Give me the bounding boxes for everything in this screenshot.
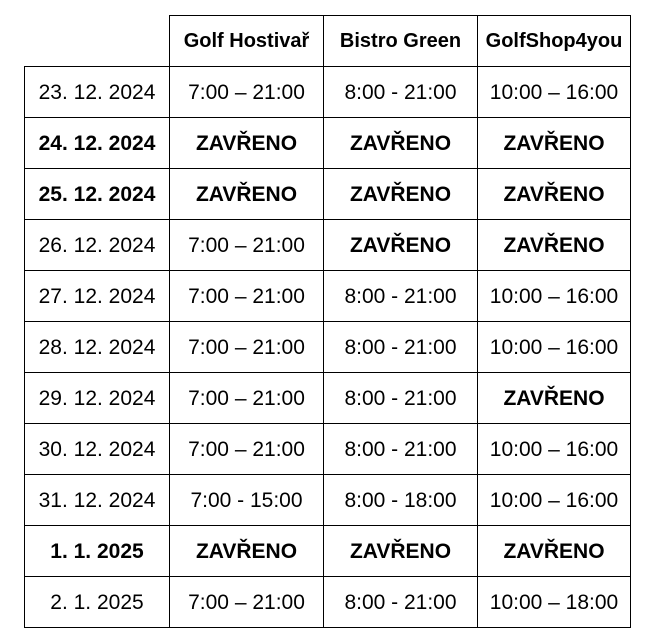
hours-cell-bistro-green: ZAVŘENO: [324, 169, 478, 220]
table-row: [25, 220, 631, 271]
hours-cell-golf-hostivar: 7:00 – 21:00: [170, 424, 324, 475]
date-cell: 24. 12. 2024: [25, 118, 170, 169]
hours-cell-bistro-green: ZAVŘENO: [324, 118, 478, 169]
date-cell: 28. 12. 2024: [25, 322, 170, 373]
hours-cell-golfshop4you: ZAVŘENO: [478, 169, 631, 220]
hours-cell-golfshop4you: 10:00 – 18:00: [478, 577, 631, 628]
column-header-golf-hostivar: Golf Hostivař: [170, 16, 324, 67]
hours-cell-golfshop4you: 10:00 – 16:00: [478, 67, 631, 118]
table-row: [25, 577, 631, 628]
date-cell: 1. 1. 2025: [25, 526, 170, 577]
hours-cell-golfshop4you: ZAVŘENO: [478, 118, 631, 169]
hours-cell-golfshop4you: 10:00 – 16:00: [478, 424, 631, 475]
hours-cell-golfshop4you: ZAVŘENO: [478, 526, 631, 577]
table-row: [25, 118, 631, 169]
hours-cell-golfshop4you: 10:00 – 16:00: [478, 271, 631, 322]
table-body: [25, 16, 631, 628]
date-cell: 23. 12. 2024: [25, 67, 170, 118]
hours-cell-bistro-green: ZAVŘENO: [324, 526, 478, 577]
date-cell: 25. 12. 2024: [25, 169, 170, 220]
table-row: [25, 424, 631, 475]
table-row: [25, 526, 631, 577]
hours-cell-golfshop4you: 10:00 – 16:00: [478, 322, 631, 373]
hours-cell-bistro-green: 8:00 - 21:00: [324, 577, 478, 628]
column-header-golfshop4you: GolfShop4you: [478, 16, 631, 67]
date-cell: 30. 12. 2024: [25, 424, 170, 475]
hours-cell-golf-hostivar: ZAVŘENO: [170, 526, 324, 577]
date-cell: 26. 12. 2024: [25, 220, 170, 271]
date-cell: 2. 1. 2025: [25, 577, 170, 628]
hours-cell-golf-hostivar: 7:00 – 21:00: [170, 577, 324, 628]
hours-cell-golf-hostivar: 7:00 – 21:00: [170, 271, 324, 322]
hours-cell-golf-hostivar: 7:00 – 21:00: [170, 220, 324, 271]
hours-cell-golf-hostivar: ZAVŘENO: [170, 169, 324, 220]
table-row: [25, 271, 631, 322]
date-cell: 31. 12. 2024: [25, 475, 170, 526]
table-row: [25, 322, 631, 373]
hours-cell-golf-hostivar: 7:00 – 21:00: [170, 373, 324, 424]
opening-hours-table: [24, 15, 631, 628]
hours-cell-golfshop4you: ZAVŘENO: [478, 220, 631, 271]
hours-cell-bistro-green: 8:00 - 21:00: [324, 424, 478, 475]
hours-cell-bistro-green: 8:00 - 21:00: [324, 373, 478, 424]
hours-cell-golf-hostivar: 7:00 - 15:00: [170, 475, 324, 526]
table-row: [25, 169, 631, 220]
column-header-bistro-green: Bistro Green: [324, 16, 478, 67]
table-row: [25, 475, 631, 526]
hours-cell-bistro-green: ZAVŘENO: [324, 220, 478, 271]
hours-cell-golf-hostivar: 7:00 – 21:00: [170, 67, 324, 118]
table-row: [25, 373, 631, 424]
hours-cell-golfshop4you: ZAVŘENO: [478, 373, 631, 424]
hours-cell-bistro-green: 8:00 - 21:00: [324, 322, 478, 373]
hours-cell-golf-hostivar: 7:00 – 21:00: [170, 322, 324, 373]
table-row: [25, 67, 631, 118]
hours-cell-bistro-green: 8:00 - 21:00: [324, 67, 478, 118]
hours-cell-golfshop4you: 10:00 – 16:00: [478, 475, 631, 526]
hours-cell-bistro-green: 8:00 - 18:00: [324, 475, 478, 526]
hours-cell-golf-hostivar: ZAVŘENO: [170, 118, 324, 169]
hours-cell-bistro-green: 8:00 - 21:00: [324, 271, 478, 322]
date-cell: 29. 12. 2024: [25, 373, 170, 424]
header-row: [25, 16, 631, 67]
corner-cell: [25, 16, 170, 67]
date-cell: 27. 12. 2024: [25, 271, 170, 322]
